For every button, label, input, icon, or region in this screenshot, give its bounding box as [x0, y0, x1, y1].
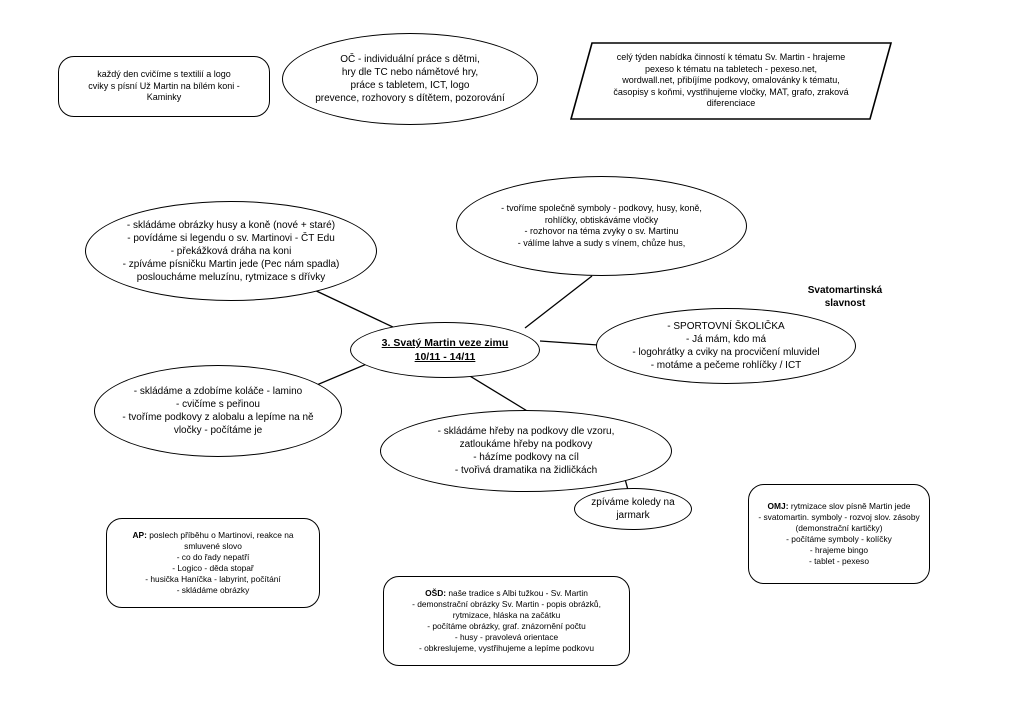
text-line: posloucháme meluzínu, rytmizace s dřívky [136, 271, 326, 283]
text-line: - co do řady nepatří [176, 552, 250, 562]
text-line: - skládáme obrázky [176, 585, 250, 595]
box-daily-exercise [58, 56, 270, 117]
text-line: - Já mám, kdo má [685, 334, 767, 345]
text-line: zatloukáme hřeby na podkovy [459, 439, 593, 450]
text-line: (demonstrační kartičky) [795, 523, 883, 533]
text-line: - husička Haníčka - labyrint, počítání [145, 574, 281, 584]
text-line: - tvořivá dramatika na židličkách [454, 465, 598, 476]
text-line: - počítáme symboly - kolíčky [786, 534, 892, 544]
text-line: diferenciace [706, 98, 756, 109]
text-line: rohlíčky, obtiskáváme vločky [544, 214, 659, 225]
text-line: zpíváme koledy na [591, 497, 675, 508]
text-line: - hrajeme bingo [809, 545, 869, 555]
text-line: - logohrátky a cviky na procvičení mluvidel [632, 347, 820, 358]
ellipse-legend [85, 201, 377, 301]
text-line: - počítáme obrázky, graf. znázornění počtu [427, 621, 586, 631]
text-line: - cvičíme s peřinou [176, 399, 260, 410]
text-line: - skládáme a zdobíme koláče - lamino [133, 386, 303, 397]
box-omj [748, 484, 930, 584]
text-line: - obkreslujeme, vystřihujeme a lepíme podkovu [418, 643, 595, 653]
ellipse-cakes [94, 365, 342, 457]
ellipse-sport-school [596, 308, 856, 384]
text-line: každý den cvičíme s textilií a logo [97, 69, 231, 80]
ellipse-center-topic [350, 322, 540, 378]
text-line: 10/11 - 14/11 [414, 351, 476, 363]
box-lead-text: rytmizace slov písně Martin jede [790, 501, 911, 511]
text-line: slavnost [824, 298, 866, 309]
text-line [768, 501, 911, 512]
connector-upper-right [525, 276, 592, 328]
text-line: - SPORTOVNÍ ŠKOLIČKA [667, 321, 785, 332]
text-line: 3. Svatý Martin veze zimu [381, 337, 509, 349]
box-lead: OŠD: [425, 588, 447, 598]
text-line: - tvoříme podkovy z alobalu a lepíme na ně [122, 412, 314, 423]
text-line: rytmizace, hláska na začátku [452, 610, 561, 620]
box-ap [106, 518, 320, 608]
box-osd [383, 576, 630, 666]
label-svatomartinska-slavnost [790, 284, 900, 310]
text-line: cviky s písní Už Martin na bílém koni - [88, 80, 240, 91]
text-line [132, 530, 293, 541]
connector-right [540, 341, 598, 345]
text-line: - překážková dráha na koni [170, 245, 292, 257]
box-lead: AP: [132, 530, 147, 540]
text-line: smluvené slovo [184, 541, 242, 551]
text-line: časopisy s koňmi, vystřihujeme vločky, MAT, grafo, zraková [613, 86, 849, 97]
text-line: - skládáme hřeby na podkovy dle vzoru, [437, 426, 615, 437]
text-line: - tablet - pexeso [808, 556, 870, 566]
text-line: jarmark [616, 510, 650, 521]
box-lead-text: naše tradice s Albi tužkou - Sv. Martin [448, 588, 588, 598]
text-line: - zpíváme písničku Martin jede (Pec nám spadla) [122, 258, 340, 270]
text-line: OČ - individuální práce s dětmi, [340, 54, 480, 65]
text-line: - povídáme si legendu o sv. Martinovi - ČT Edu [127, 232, 335, 244]
text-line: hry dle TC nebo námětové hry, [341, 67, 479, 78]
text-line: pexeso k tématu na tabletech - pexeso.net, [644, 63, 818, 74]
text-line: - Logico - děda stopař [172, 563, 254, 573]
text-line: práce s tabletem, ICT, logo [350, 80, 470, 91]
text-line: vločky - počítáme je [173, 425, 263, 436]
text-line [425, 588, 588, 599]
parallelogram-text [570, 42, 892, 120]
ellipse-oc [282, 33, 538, 125]
connector-upper-left [310, 288, 395, 328]
text-line: Kaminky [146, 92, 182, 103]
box-lead: OMJ: [767, 501, 789, 511]
parallelogram-week-activities [570, 42, 892, 120]
text-line: - házíme podkovy na cíl [473, 452, 579, 463]
text-line: - rozhovor na téma zvyky o sv. Martinu [524, 226, 679, 236]
text-line: - tvoříme společně symboly - podkovy, husy, koně, [501, 203, 702, 213]
text-line: - válíme lahve a sudy s vínem, chůze hus, [517, 237, 686, 248]
ellipse-symbols [456, 176, 747, 276]
text-line: - svatomartin. symboly - rozvoj slov. zásoby [758, 512, 920, 522]
ellipse-horseshoes [380, 410, 672, 492]
text-line: Svatomartinská [807, 285, 883, 296]
text-line: - husy - pravolevá orientace [454, 632, 559, 642]
text-line: - skládáme obrázky husy a koně (nové + staré) [126, 219, 336, 231]
text-line: prevence, rozhovory s dítětem, pozorování [315, 93, 505, 104]
text-line: celý týden nabídka činností k tématu Sv. Martin - hrajeme [616, 52, 846, 63]
ellipse-carols [574, 488, 692, 530]
text-line: - motáme a pečeme rohlíčky / ICT [650, 360, 802, 371]
box-lead-text: poslech příběhu o Martinovi, reakce na [149, 530, 294, 540]
text-line: - demonstrační obrázky Sv. Martin - popis obrázků, [412, 599, 601, 609]
text-line: wordwall.net, přibíjíme podkovy, omalovánky k tématu, [622, 75, 840, 86]
